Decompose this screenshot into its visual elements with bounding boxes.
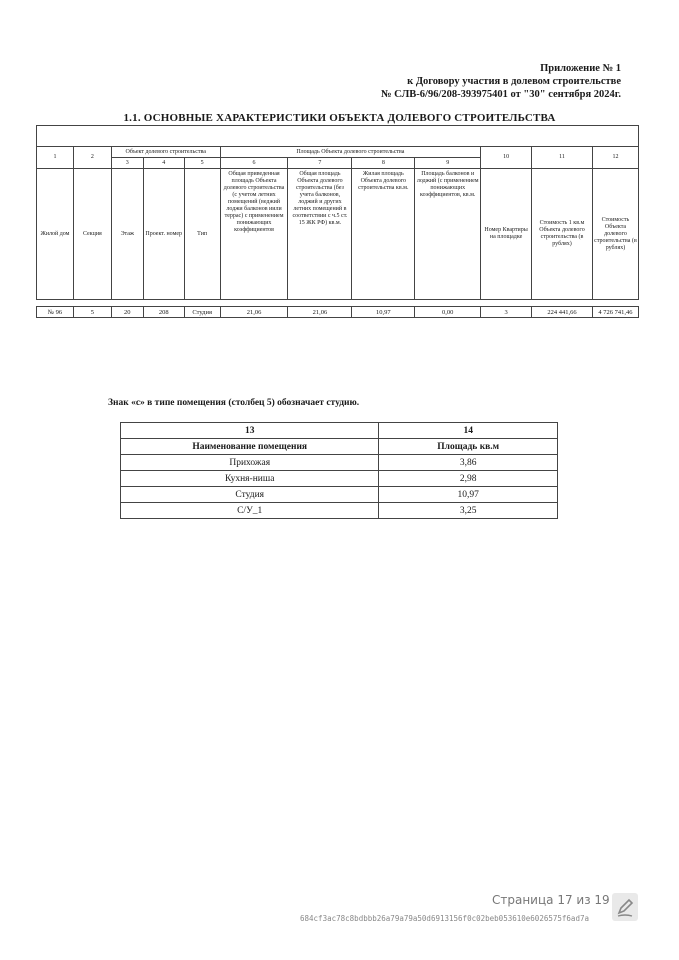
table-row bbox=[121, 487, 558, 503]
document-hash: 684cf3ac78c8bdbbb26a79a79a50d6913156f0c02beb053610e6026575f6ad7a bbox=[300, 914, 589, 923]
col-num: 11 bbox=[532, 147, 593, 169]
room-name: С/У_1 bbox=[121, 503, 379, 519]
cell: 21,06 bbox=[220, 307, 288, 318]
header-cell: Этаж bbox=[111, 169, 143, 300]
col-num: 13 bbox=[121, 423, 379, 439]
col-num: 10 bbox=[481, 147, 532, 169]
room-area: 3,25 bbox=[379, 503, 558, 519]
rooms-col-num-row bbox=[121, 423, 558, 439]
appendix-line-1: Приложение № 1 bbox=[540, 63, 621, 74]
col-num: 2 bbox=[73, 147, 111, 169]
col-num: 8 bbox=[352, 158, 415, 169]
table-row bbox=[121, 455, 558, 471]
cell: № 96 bbox=[37, 307, 74, 318]
room-name: Студия bbox=[121, 487, 379, 503]
column-number-row bbox=[37, 147, 639, 158]
cell: 21,06 bbox=[288, 307, 352, 318]
table-row bbox=[121, 503, 558, 519]
col-num: 14 bbox=[379, 423, 558, 439]
col-num: 5 bbox=[184, 158, 220, 169]
header-cell: Жилая площадь Объекта долевого строительства кв.м. bbox=[352, 169, 415, 300]
cell: 3 bbox=[481, 307, 532, 318]
room-name: Прихожая bbox=[121, 455, 379, 471]
col-num: 4 bbox=[143, 158, 184, 169]
header-cell: Секция bbox=[73, 169, 111, 300]
room-name: Кухня-ниша bbox=[121, 471, 379, 487]
col-num: 1 bbox=[37, 147, 74, 169]
cell: 5 bbox=[73, 307, 111, 318]
col-num: 7 bbox=[288, 158, 352, 169]
pen-icon[interactable] bbox=[612, 893, 638, 921]
header-cell: Общая приведенная площадь Объекта долевого строительства (с учетом летних помещений (веджий лоджи балконов иили террас) с применением понижающих коэффициентов bbox=[220, 169, 288, 300]
room-area: 3,86 bbox=[379, 455, 558, 471]
header-cell: Стоимость 1 кв.м Объекта долевого строительства (в рублях) bbox=[532, 169, 593, 300]
header-row bbox=[37, 169, 639, 300]
header-cell: Площадь балконов и лоджий (с применением понижающих коэффициентов, кв.м. bbox=[415, 169, 481, 300]
cell: 20 bbox=[111, 307, 143, 318]
characteristics-table bbox=[36, 125, 639, 318]
col-num: 12 bbox=[592, 147, 638, 169]
header-cell: Общая площадь Объекта долевого строительства (без учета балконов, лоджий и других летних помещений в соответствии с ч.5 ст. 15 ЖК РФ) кв.м. bbox=[288, 169, 352, 300]
section-title: 1.1. ОСНОВНЫЕ ХАРАКТЕРИСТИКИ ОБЪЕКТА ДОЛЕВОГО СТРОИТЕЛЬСТВА bbox=[123, 112, 556, 124]
cell: 4 726 741,46 bbox=[592, 307, 638, 318]
header-cell: Номер Квартиры на площадке bbox=[481, 169, 532, 300]
rooms-table bbox=[120, 422, 558, 519]
studio-note: Знак «с» в типе помещения (столбец 5) обозначает студию. bbox=[108, 398, 360, 408]
room-area-header: Площадь кв.м bbox=[379, 439, 558, 455]
room-area: 10,97 bbox=[379, 487, 558, 503]
cell: 0,00 bbox=[415, 307, 481, 318]
page-counter: Страница 17 из 19 bbox=[492, 893, 610, 907]
appendix-line-2: к Договору участия в долевом строительстве bbox=[407, 76, 621, 87]
table-row bbox=[121, 471, 558, 487]
appendix-line-3: № СЛВ-6/96/208-393975401 от "30" сентября 2024г. bbox=[380, 89, 621, 100]
header-cell: Проект. номер bbox=[143, 169, 184, 300]
col-num: 3 bbox=[111, 158, 143, 169]
col-num: 6 bbox=[220, 158, 288, 169]
cell: 224 441,66 bbox=[532, 307, 593, 318]
room-area: 2,98 bbox=[379, 471, 558, 487]
table-spacer-row bbox=[37, 126, 639, 147]
rooms-header-row bbox=[121, 439, 558, 455]
header-cell: Тип bbox=[184, 169, 220, 300]
room-name-header: Наименование помещения bbox=[121, 439, 379, 455]
col-num: 9 bbox=[415, 158, 481, 169]
header-cell: Жилой дом bbox=[37, 169, 74, 300]
header-cell: Стоимость Объекта долевого строительства (в рублях) bbox=[592, 169, 638, 300]
group-object-header: Объект долевого строительства bbox=[111, 147, 220, 158]
cell: 208 bbox=[143, 307, 184, 318]
appendix-header bbox=[381, 62, 621, 101]
table-row bbox=[37, 307, 639, 318]
cell: 10,97 bbox=[352, 307, 415, 318]
table-gap-row bbox=[37, 300, 639, 307]
group-area-header: Площадь Объекта долевого строительства bbox=[220, 147, 481, 158]
cell: Студия bbox=[184, 307, 220, 318]
